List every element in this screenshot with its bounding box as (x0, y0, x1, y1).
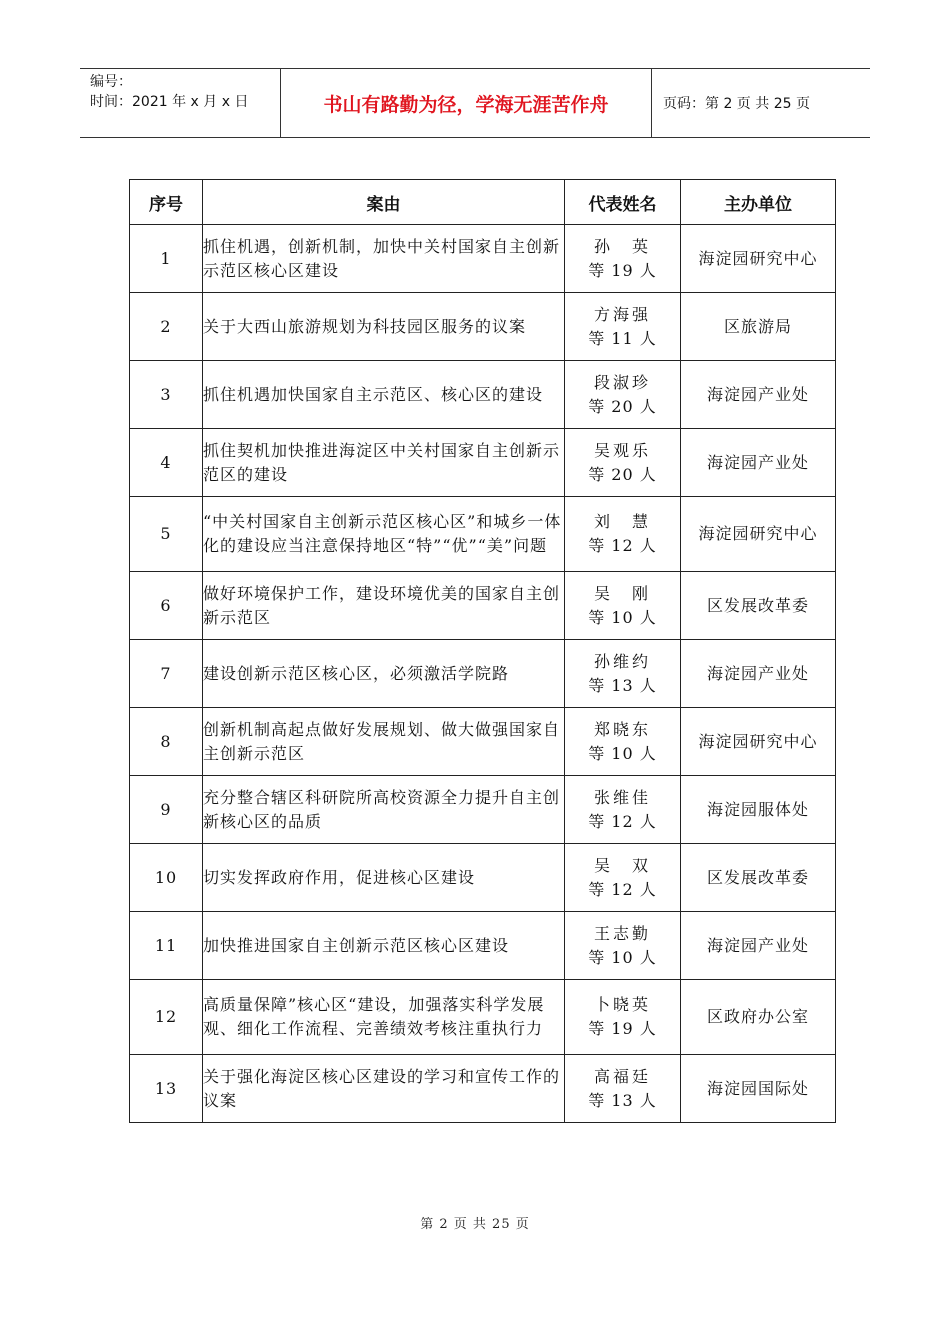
rep-count: 等 13 人 (588, 675, 657, 695)
row-rep (565, 429, 681, 497)
row-org: 海淀园研究中心 (681, 225, 836, 293)
rep-count: 等 10 人 (588, 947, 657, 967)
row-rep (565, 708, 681, 776)
row-topic: 做好环境保护工作，建设环境优美的国家自主创新示范区 (203, 572, 565, 640)
row-no: 12 (130, 980, 203, 1055)
row-rep (565, 497, 681, 572)
rep-count: 等 13 人 (588, 1090, 657, 1110)
row-org: 海淀园产业处 (681, 640, 836, 708)
row-no: 6 (130, 572, 203, 640)
row-org: 海淀园产业处 (681, 361, 836, 429)
rep-count: 等 12 人 (588, 811, 657, 831)
row-rep (565, 225, 681, 293)
row-org: 海淀园研究中心 (681, 708, 836, 776)
rep-name: 方海强 (593, 304, 651, 324)
table-row (130, 361, 836, 429)
row-topic: 抓住契机加快推进海淀区中关村国家自主创新示范区的建设 (203, 429, 565, 497)
row-no: 10 (130, 844, 203, 912)
rep-count: 等 20 人 (588, 464, 657, 484)
table-row (130, 497, 836, 572)
row-topic: 充分整合辖区科研院所高校资源全力提升自主创新核心区的品质 (203, 776, 565, 844)
row-no: 1 (130, 225, 203, 293)
rep-count: 等 11 人 (588, 328, 657, 348)
row-no: 4 (130, 429, 203, 497)
row-no: 2 (130, 293, 203, 361)
row-org: 海淀园服体处 (681, 776, 836, 844)
table-row (130, 844, 836, 912)
row-topic: 建设创新示范区核心区，必须激活学院路 (203, 640, 565, 708)
rep-name: 吴 双 (593, 855, 651, 875)
column-header-no: 序号 (130, 180, 203, 225)
table-row (130, 912, 836, 980)
row-no: 11 (130, 912, 203, 980)
table-row (130, 776, 836, 844)
rep-name: 张维佳 (593, 787, 651, 807)
row-no: 9 (130, 776, 203, 844)
row-org: 区发展改革委 (681, 572, 836, 640)
row-topic: 创新机制高起点做好发展规划、做大做强国家自主创新示范区 (203, 708, 565, 776)
table-row (130, 1055, 836, 1123)
header-motto: 书山有路勤为径，学海无涯苦作舟 (281, 69, 652, 137)
table-row (130, 708, 836, 776)
row-org: 海淀园产业处 (681, 912, 836, 980)
rep-name: 吴 刚 (593, 583, 651, 603)
row-no: 8 (130, 708, 203, 776)
row-org: 区政府办公室 (681, 980, 836, 1055)
row-topic: 抓住机遇，创新机制，加快中关村国家自主创新示范区核心区建设 (203, 225, 565, 293)
row-rep (565, 912, 681, 980)
rep-count: 等 12 人 (588, 536, 657, 555)
row-rep (565, 844, 681, 912)
rep-count: 等 19 人 (588, 1019, 657, 1038)
header-page-info: 页码：第 2 页 共 25 页 (663, 96, 810, 112)
row-no: 7 (130, 640, 203, 708)
rep-name: 孙维约 (593, 651, 651, 671)
row-rep (565, 776, 681, 844)
rep-name: 王志勤 (593, 923, 651, 943)
rep-count: 等 20 人 (588, 396, 657, 416)
rep-count: 等 12 人 (588, 879, 657, 899)
table-row (130, 225, 836, 293)
row-org: 海淀园产业处 (681, 429, 836, 497)
rep-name: 卜晓英 (593, 995, 651, 1014)
table-row (130, 640, 836, 708)
row-rep (565, 293, 681, 361)
serial-label: 编号： (90, 74, 132, 90)
row-rep (565, 640, 681, 708)
column-header-org: 主办单位 (681, 180, 836, 225)
row-org: 海淀园研究中心 (681, 497, 836, 572)
time-label: 时间：2021 年 x 月 x 日 (90, 94, 249, 110)
row-no: 13 (130, 1055, 203, 1123)
row-rep (565, 361, 681, 429)
table-row (130, 293, 836, 361)
row-org: 区发展改革委 (681, 844, 836, 912)
proposal-table (129, 179, 836, 1123)
rep-count: 等 10 人 (588, 743, 657, 763)
page-footer: 第 2 页 共 25 页 (420, 1217, 530, 1232)
column-header-topic: 案由 (203, 180, 565, 225)
row-topic: 关于大西山旅游规划为科技园区服务的议案 (203, 293, 565, 361)
row-rep (565, 572, 681, 640)
rep-name: 孙 英 (593, 236, 651, 256)
rep-count: 等 19 人 (588, 260, 657, 280)
rep-name: 刘 慧 (593, 512, 651, 531)
row-org: 海淀园国际处 (681, 1055, 836, 1123)
table-header-row (130, 180, 836, 225)
row-no: 3 (130, 361, 203, 429)
rep-name: 郑晓东 (593, 719, 651, 739)
table-row (130, 980, 836, 1055)
row-org: 区旅游局 (681, 293, 836, 361)
rep-name: 吴观乐 (593, 440, 651, 460)
row-topic: 关于强化海淀区核心区建设的学习和宣传工作的议案 (203, 1055, 565, 1123)
rep-name: 段淑珍 (593, 372, 651, 392)
row-topic: 加快推进国家自主创新示范区核心区建设 (203, 912, 565, 980)
row-topic: “中关村国家自主创新示范区核心区”和城乡一体化的建设应当注意保持地区“特”“优”“美”问题 (203, 497, 565, 572)
row-rep (565, 1055, 681, 1123)
row-rep (565, 980, 681, 1055)
rep-name: 高福廷 (593, 1066, 651, 1086)
table-row (130, 429, 836, 497)
rep-count: 等 10 人 (588, 607, 657, 627)
document-header (80, 68, 870, 138)
row-topic: 抓住机遇加快国家自主示范区、核心区的建设 (203, 361, 565, 429)
column-header-rep: 代表姓名 (565, 180, 681, 225)
row-topic: 高质量保障”核心区“建设，加强落实科学发展观、细化工作流程、完善绩效考核注重执行力 (203, 980, 565, 1055)
row-no: 5 (130, 497, 203, 572)
row-topic: 切实发挥政府作用，促进核心区建设 (203, 844, 565, 912)
table-row (130, 572, 836, 640)
header-meta (80, 69, 281, 137)
